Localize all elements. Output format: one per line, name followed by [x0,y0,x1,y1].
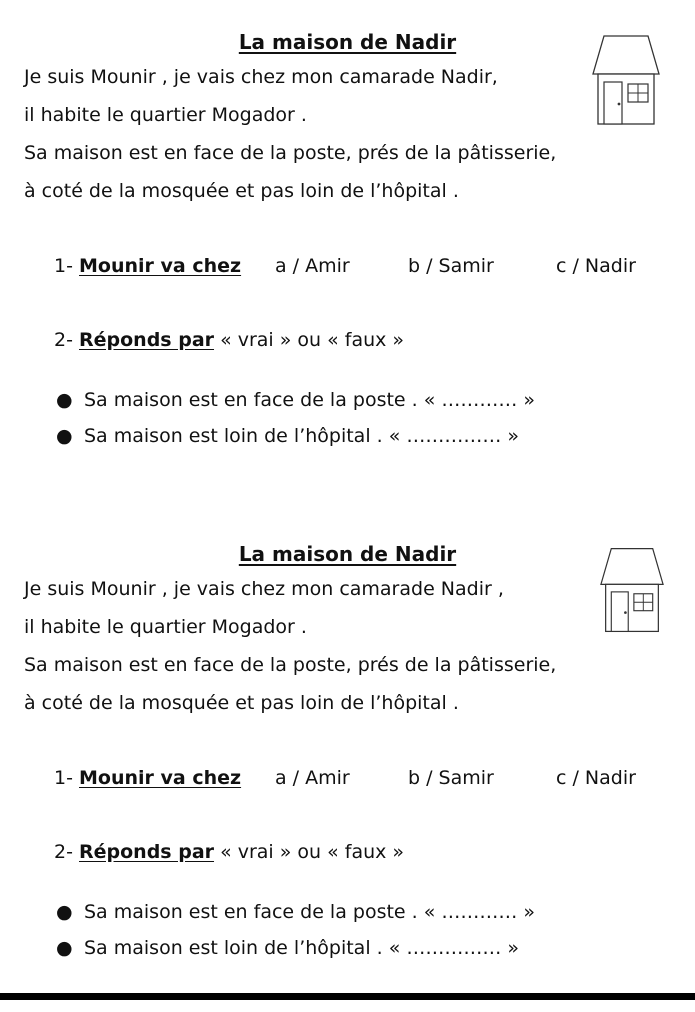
bullet-icon: ● [56,389,73,411]
option-c[interactable]: c / Nadir [556,767,636,789]
question-number: 2- [54,329,73,351]
text-line-1: Je suis Mounir , je vais chez mon camarade Nadir , [24,578,504,600]
bullet-icon: ● [56,425,73,447]
statement-text: Sa maison est en face de la poste . « ………… » [84,901,536,923]
worksheet-2 [0,512,695,1012]
statement-text: Sa maison est loin de l’hôpital . « …………… » [84,425,520,447]
bullet-icon: ● [56,901,73,923]
text-line-1: Je suis Mounir , je vais chez mon camarade Nadir, [24,66,498,88]
question-label: Mounir va chez [79,255,242,277]
statement-2[interactable] [56,425,519,447]
question-1 [54,767,241,789]
worksheet-title: La maison de Nadir [238,542,457,566]
text-line-3: Sa maison est en face de la poste, prés de la pâtisserie, [24,654,557,676]
question-label: Réponds par [79,841,215,863]
house-icon [592,34,660,126]
bullet-icon: ● [56,937,73,959]
statement-2[interactable] [56,937,519,959]
statement-text: Sa maison est en face de la poste . « ………… » [84,389,536,411]
text-line-2: il habite le quartier Mogador . [24,616,307,638]
bottom-border [0,993,695,1000]
option-b[interactable]: b / Samir [408,255,494,277]
worksheet-1 [0,0,695,500]
question-label: Réponds par [79,329,215,351]
question-suffix: « vrai » ou « faux » [220,329,405,351]
question-2 [54,841,404,863]
option-a[interactable]: a / Amir [275,255,350,277]
question-number: 1- [54,255,73,277]
question-suffix: « vrai » ou « faux » [220,841,405,863]
text-line-2: il habite le quartier Mogador . [24,104,307,126]
text-line-4: à coté de la mosquée et pas loin de l’hôpital . [24,180,459,202]
statement-text: Sa maison est loin de l’hôpital . « …………… » [84,937,520,959]
question-number: 1- [54,767,73,789]
question-number: 2- [54,841,73,863]
house-icon [600,546,664,634]
question-label: Mounir va chez [79,767,242,789]
worksheet-title: La maison de Nadir [238,30,457,54]
text-line-4: à coté de la mosquée et pas loin de l’hôpital . [24,692,459,714]
question-2 [54,329,404,351]
question-1 [54,255,241,277]
option-b[interactable]: b / Samir [408,767,494,789]
option-a[interactable]: a / Amir [275,767,350,789]
statement-1[interactable] [56,389,535,411]
text-line-3: Sa maison est en face de la poste, prés de la pâtisserie, [24,142,557,164]
statement-1[interactable] [56,901,535,923]
option-c[interactable]: c / Nadir [556,255,636,277]
